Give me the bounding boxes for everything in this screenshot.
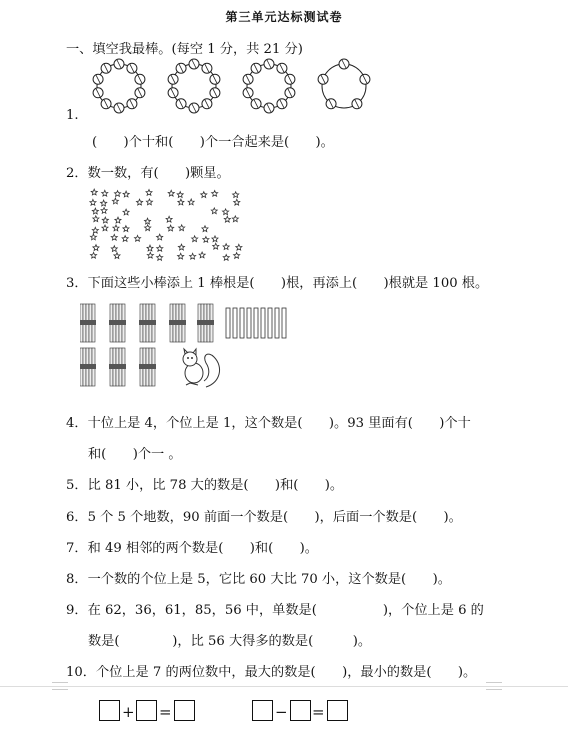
star-icon bbox=[188, 199, 194, 205]
equals-sign-2: = bbox=[312, 703, 325, 721]
answer-box-3[interactable] bbox=[174, 700, 195, 721]
star-icon bbox=[223, 209, 229, 215]
star-icon bbox=[146, 199, 152, 205]
star-icon bbox=[166, 216, 172, 222]
star-icon bbox=[112, 198, 118, 204]
star-icon bbox=[91, 252, 97, 258]
star-icon bbox=[102, 190, 108, 196]
star-icon bbox=[190, 253, 196, 259]
star-icon bbox=[102, 217, 108, 223]
question-8-text: 8．一个数的个位上是 5，它比 60 大比 70 小，这个数是( )。 bbox=[66, 572, 451, 587]
star-icon bbox=[115, 217, 121, 223]
star-icon bbox=[145, 218, 151, 224]
star-icon bbox=[90, 199, 96, 205]
question-10-text: 10．个位上是 7 的两位数中，最大的数是( )，最小的数是( )。 bbox=[66, 665, 477, 680]
left-margin-mark bbox=[52, 682, 68, 690]
bead-rings-figure bbox=[92, 58, 382, 114]
single-stick bbox=[275, 308, 279, 338]
star-icon bbox=[111, 234, 117, 240]
star-icon bbox=[145, 225, 151, 231]
star-icon bbox=[92, 227, 98, 233]
question-4-line-1: 4．十位上是 4，个位上是 1，这个数是( )。93 里面有( )个十 bbox=[66, 416, 471, 431]
star-icon bbox=[192, 236, 198, 242]
answer-box-4[interactable] bbox=[252, 700, 273, 721]
star-icon bbox=[177, 192, 183, 198]
star-icon bbox=[102, 225, 108, 231]
star-icon bbox=[178, 244, 184, 250]
star-icon bbox=[123, 209, 129, 215]
star-icon bbox=[212, 236, 218, 242]
stick-bundle bbox=[139, 304, 156, 342]
star-icon bbox=[234, 199, 240, 205]
single-stick bbox=[261, 308, 265, 338]
star-icon bbox=[90, 234, 96, 240]
star-icon bbox=[113, 225, 119, 231]
question-2-text: 2．数一数，有( )颗星。 bbox=[66, 166, 230, 181]
single-stick bbox=[233, 308, 237, 338]
question-5-text: 5．比 81 小，比 78 大的数是( )和( )。 bbox=[66, 478, 344, 493]
star-icon bbox=[212, 191, 218, 197]
question-3-text: 3．下面这些小棒添上 1 棒根是( )根，再添上( )根就是 100 根。 bbox=[66, 276, 489, 291]
question-6-text: 6．5 个 5 个地数，90 前面一个数是( )，后面一个数是( )。 bbox=[66, 510, 462, 525]
equals-sign-1: = bbox=[159, 703, 172, 721]
single-stick bbox=[282, 308, 286, 338]
stick-bundle bbox=[109, 304, 126, 342]
star-icon bbox=[211, 208, 217, 214]
star-icon bbox=[157, 245, 163, 251]
section-heading: 一、填空我最棒。(每空 1 分，共 21 分) bbox=[66, 42, 303, 57]
star-icon bbox=[91, 189, 97, 195]
star-icon bbox=[236, 244, 242, 250]
star-icon bbox=[178, 253, 184, 259]
star-icon bbox=[147, 245, 153, 251]
question-4-line-2: 和( )个一 。 bbox=[88, 447, 182, 462]
star-icon bbox=[213, 243, 219, 249]
star-icon bbox=[147, 252, 153, 258]
star-icon bbox=[223, 255, 229, 261]
star-icon bbox=[199, 252, 205, 258]
star-icon bbox=[146, 190, 152, 196]
star-icon bbox=[93, 216, 99, 222]
stick-bundle bbox=[80, 348, 96, 386]
question-1-number: 1. bbox=[66, 108, 79, 123]
single-stick bbox=[240, 308, 244, 338]
stick-bundle bbox=[109, 348, 126, 386]
star-icon bbox=[135, 235, 141, 241]
star-icon bbox=[101, 200, 107, 206]
star-icon bbox=[203, 237, 209, 243]
star-icon bbox=[123, 191, 129, 197]
star-icon bbox=[168, 225, 174, 231]
stick-bundle bbox=[197, 304, 214, 342]
answer-box-6[interactable] bbox=[327, 700, 348, 721]
answer-box-1[interactable] bbox=[99, 700, 120, 721]
star-icon bbox=[122, 236, 128, 242]
answer-box-2[interactable] bbox=[136, 700, 157, 721]
star-icon bbox=[157, 234, 163, 240]
stick-bundle bbox=[139, 348, 156, 386]
star-icon bbox=[93, 245, 99, 251]
star-icon bbox=[157, 255, 163, 261]
single-stick bbox=[254, 308, 258, 338]
star-icon bbox=[101, 208, 107, 214]
star-icon bbox=[223, 244, 229, 250]
single-stick bbox=[226, 308, 230, 338]
star-icon bbox=[123, 226, 129, 232]
star-icon bbox=[234, 253, 240, 259]
single-stick bbox=[247, 308, 251, 338]
page-divider bbox=[0, 686, 568, 687]
star-icon bbox=[168, 190, 174, 196]
stars-figure bbox=[86, 186, 246, 266]
question-9-line-1: 9．在 62，36，61，85，56 中，单数是( )，个位上是 6 的 bbox=[66, 603, 484, 618]
star-icon bbox=[179, 225, 185, 231]
answer-box-5[interactable] bbox=[290, 700, 311, 721]
question-7-text: 7．和 49 相邻的两个数是( )和( )。 bbox=[66, 541, 318, 556]
star-icon bbox=[114, 253, 120, 259]
plus-sign: + bbox=[122, 703, 135, 721]
page-title: 第三单元达标测试卷 bbox=[225, 10, 343, 24]
star-icon bbox=[178, 199, 184, 205]
star-icon bbox=[92, 208, 98, 214]
squirrel-illustration bbox=[176, 347, 224, 389]
star-icon bbox=[202, 226, 208, 232]
star-icon bbox=[224, 216, 230, 222]
stick-bundle bbox=[80, 304, 96, 342]
star-icon bbox=[201, 192, 207, 198]
star-icon bbox=[233, 192, 239, 198]
minus-sign: − bbox=[275, 703, 288, 721]
star-icon bbox=[232, 216, 238, 222]
star-icon bbox=[137, 199, 143, 205]
single-stick bbox=[268, 308, 272, 338]
right-margin-mark bbox=[486, 682, 502, 690]
stick-bundle bbox=[169, 304, 186, 342]
star-icon bbox=[115, 191, 121, 197]
question-9-line-2: 数是( )，比 56 大得多的数是( )。 bbox=[88, 634, 372, 649]
question-1-text: ( )个十和( )个一合起来是( )。 bbox=[92, 135, 334, 150]
star-icon bbox=[111, 246, 117, 252]
